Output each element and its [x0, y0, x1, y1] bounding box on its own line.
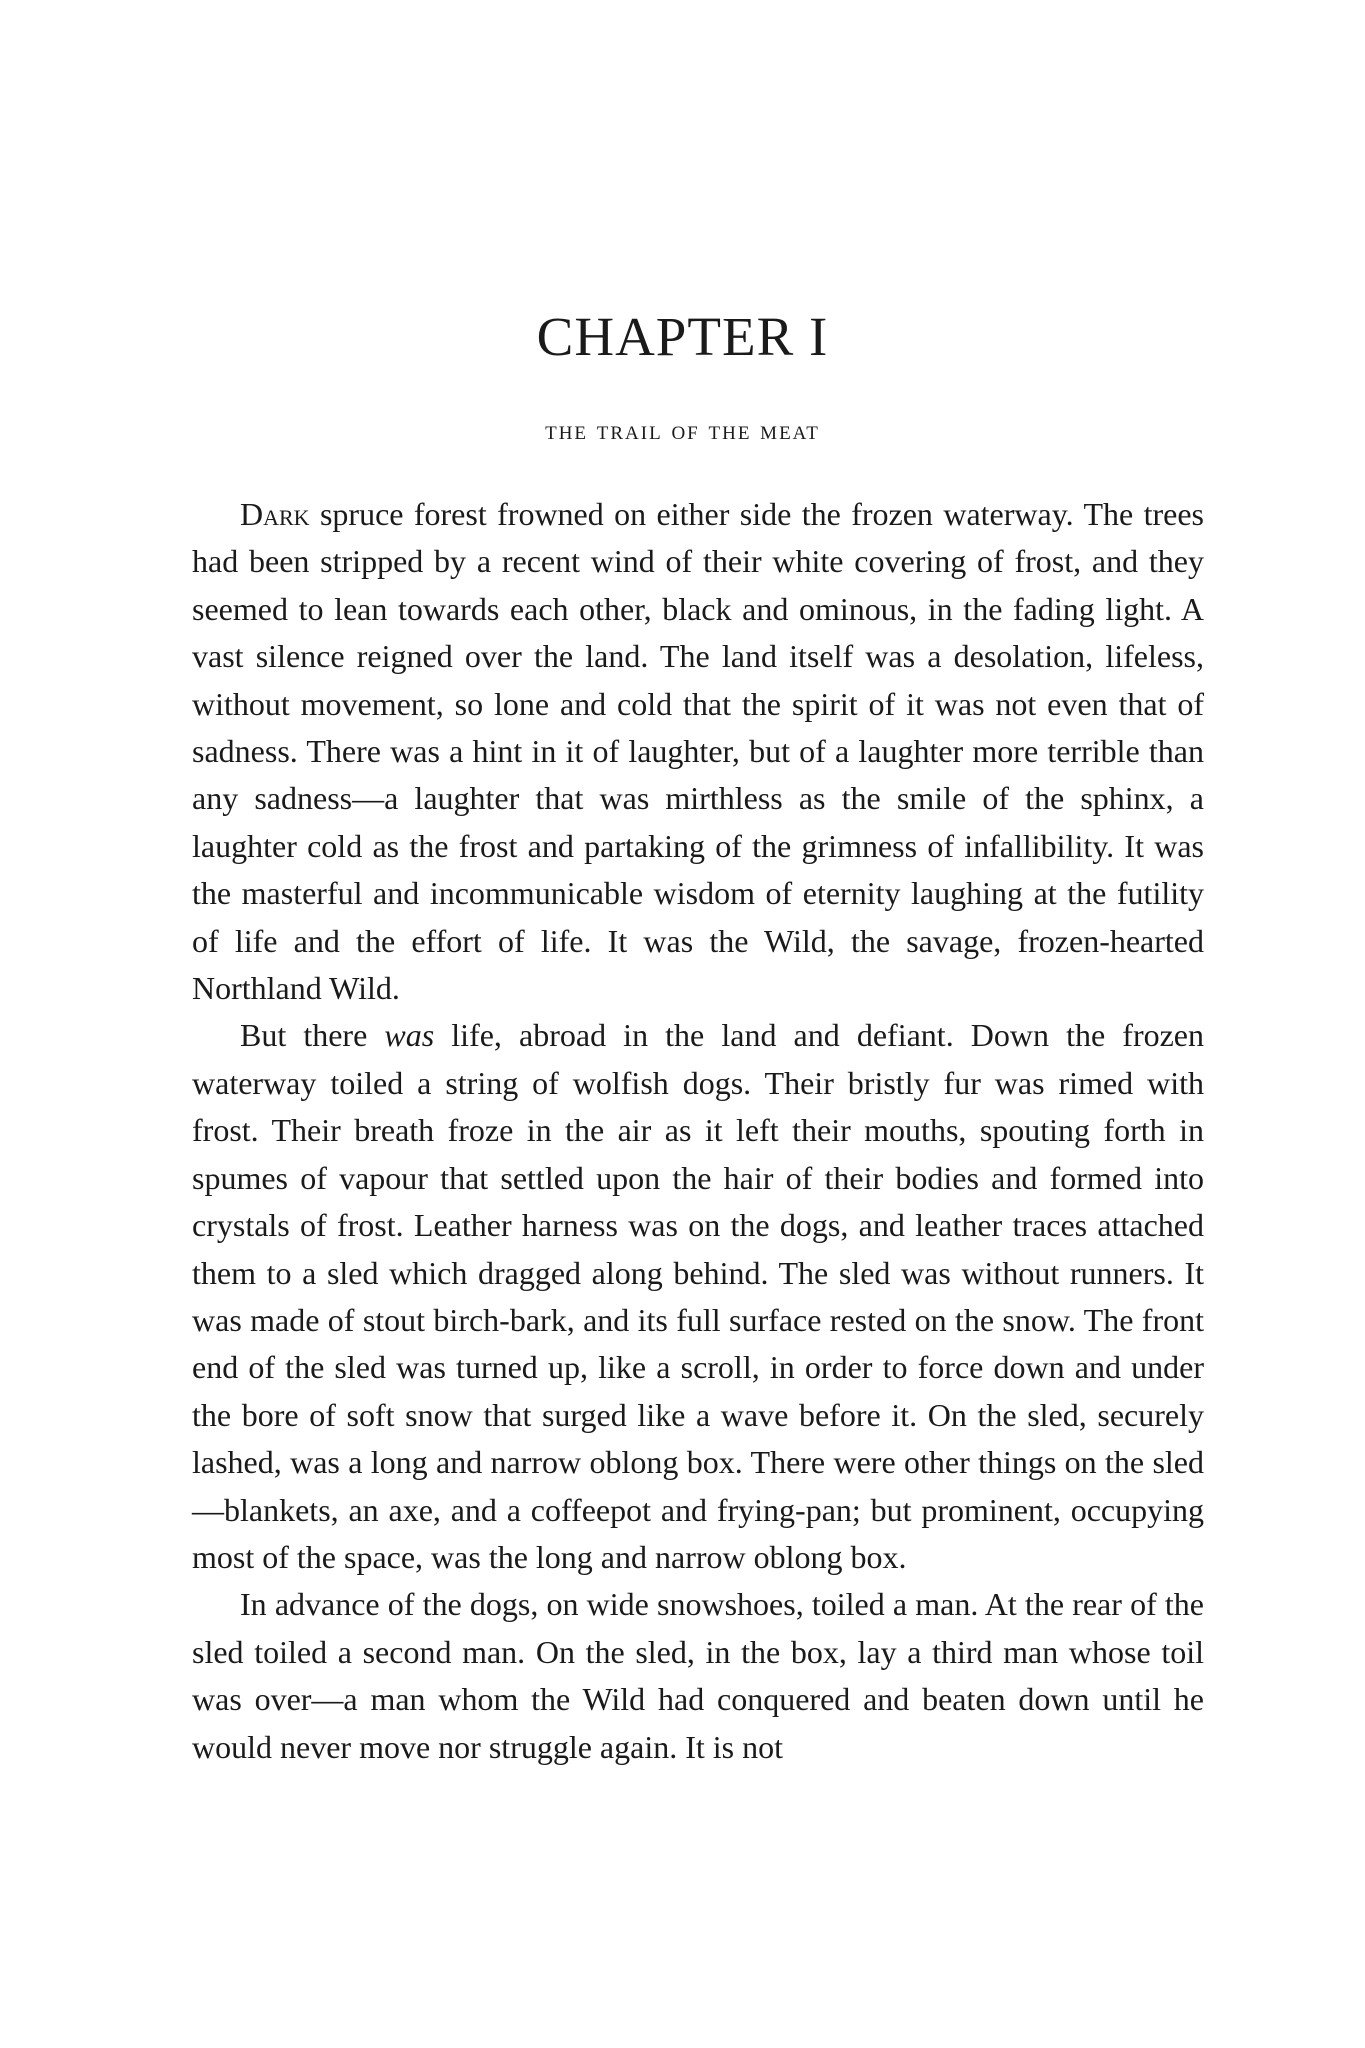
chapter-title: CHAPTER I	[536, 306, 829, 367]
paragraph-2-after: life, abroad in the land and defiant. Down the frozen waterway toiled a string of wolfish dogs. Their bristly fur was rimed with frost. Their breath froze in the air as it left their mouths, spouting forth in spumes of vapour that settled upon the hair of their bodies and formed into crystals of frost. Leather harness was on the dogs, and leather traces attached them to a sled which dragged along behind. The sled was without runners. It was made of stout birch-bark, and its full surface rested on the snow. The front end of the sled was turned up, like a scroll, in order to force down and under the bore of soft snow that surged like a wave before it. On the sled, securely lashed, was a long and narrow oblong box. There were other things on the sled—blankets, an axe, and a coffeepot and frying-pan; but prominent, occupying most of the space, was the long and narrow oblong box.	[192, 1017, 1205, 1575]
paragraph-3: In advance of the dogs, on wide snowshoes, toiled a man. At the rear of the sled toiled a second man. On the sled, in the box, lay a third man whose toil was over—a man whom the Wild had conquered and beaten down until he would never move nor struggle again. It is not	[192, 1586, 1204, 1765]
emphasis-word: was	[384, 1017, 435, 1054]
body-text	[192, 491, 1204, 1771]
opening-word: Dark	[240, 496, 310, 532]
paragraph-1-text: spruce forest frowned on either side the frozen waterway. The trees had been stripped by a recent wind of their white covering of frost, and they seemed to lean towards each other, black and ominous, in the fading light. A vast silence reigned over the land. The land itself was a desolation, lifeless, without movement, so lone and cold that the spirit of it was not even that of sadness. There was a hint in it of laughter, but of a laughter more terrible than any sadness—a laughter that was mirthless as the smile of the sphinx, a laughter cold as the frost and partaking of the grimness of infallibility. It was the masterful and incommunicable wisdom of eternity laughing at the futility of life and the effort of life. It was the Wild, the savage, frozen-hearted Northland Wild.	[192, 496, 1204, 1007]
paragraph-1	[192, 491, 1204, 1012]
paragraph-2-before: But there	[240, 1017, 385, 1054]
chapter-subtitle: the trail of the meat	[545, 415, 820, 445]
paragraph-2	[192, 1012, 1204, 1581]
